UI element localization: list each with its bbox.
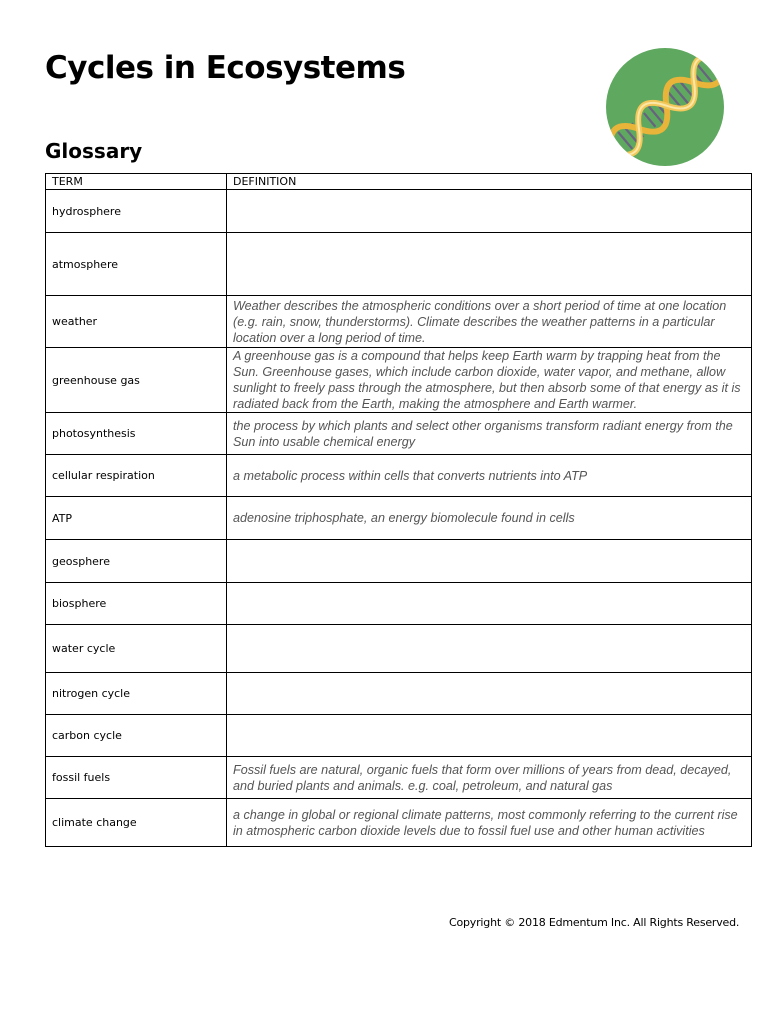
table-row	[46, 497, 752, 540]
definition-cell[interactable]	[227, 673, 752, 715]
definition-column-header: DEFINITION	[227, 174, 752, 190]
table-row	[46, 583, 752, 625]
definition-cell[interactable]: a metabolic process within cells that converts nutrients into ATP	[227, 455, 752, 497]
definition-cell[interactable]: A greenhouse gas is a compound that helps keep Earth warm by trapping heat from the Sun. Greenhouse gases, which include carbon dioxide, water vapor, and methane, allow sunlight to freely pass through the atmosphere, but then absorb some of that energy as it is radiated back from the Earth, making the atmosphere and Earth warmer.	[227, 348, 752, 413]
term-cell: ATP	[46, 497, 227, 540]
term-cell: hydrosphere	[46, 190, 227, 233]
table-row	[46, 455, 752, 497]
term-cell: biosphere	[46, 583, 227, 625]
dna-helix-icon	[605, 46, 725, 168]
table-row	[46, 233, 752, 296]
definition-cell[interactable]: adenosine triphosphate, an energy biomolecule found in cells	[227, 497, 752, 540]
definition-cell[interactable]	[227, 625, 752, 673]
table-header-row	[46, 174, 752, 190]
table-row	[46, 625, 752, 673]
definition-cell[interactable]	[227, 583, 752, 625]
definition-cell[interactable]	[227, 715, 752, 757]
term-cell: carbon cycle	[46, 715, 227, 757]
term-cell: photosynthesis	[46, 413, 227, 455]
copyright-notice: Copyright © 2018 Edmentum Inc. All Rights Reserved.	[449, 916, 740, 929]
table-row	[46, 190, 752, 233]
table-row	[46, 348, 752, 413]
definition-cell[interactable]	[227, 190, 752, 233]
table-row	[46, 799, 752, 847]
term-column-header: TERM	[46, 174, 227, 190]
table-row	[46, 413, 752, 455]
term-cell: geosphere	[46, 540, 227, 583]
table-row	[46, 715, 752, 757]
term-cell: fossil fuels	[46, 757, 227, 799]
term-cell: atmosphere	[46, 233, 227, 296]
table-row	[46, 757, 752, 799]
definition-cell[interactable]: Fossil fuels are natural, organic fuels that form over millions of years from dead, decayed, and buried plants and animals. e.g. coal, petroleum, and natural gas	[227, 757, 752, 799]
definition-cell[interactable]	[227, 233, 752, 296]
table-row	[46, 296, 752, 348]
page-title: Cycles in Ecosystems	[45, 50, 406, 86]
table-row	[46, 673, 752, 715]
term-cell: greenhouse gas	[46, 348, 227, 413]
term-cell: water cycle	[46, 625, 227, 673]
glossary-heading: Glossary	[45, 139, 143, 163]
term-cell: nitrogen cycle	[46, 673, 227, 715]
term-cell: weather	[46, 296, 227, 348]
definition-cell[interactable]	[227, 540, 752, 583]
definition-cell[interactable]: a change in global or regional climate patterns, most commonly referring to the current rise in atmospheric carbon dioxide levels due to fossil fuel use and other human activities	[227, 799, 752, 847]
definition-cell[interactable]: Weather describes the atmospheric conditions over a short period of time at one location (e.g. rain, snow, thunderstorms). Climate describes the weather patterns in a particular location over a long period of time.	[227, 296, 752, 348]
definition-cell[interactable]: the process by which plants and select other organisms transform radiant energy from the Sun into usable chemical energy	[227, 413, 752, 455]
glossary-table	[45, 173, 752, 847]
term-cell: climate change	[46, 799, 227, 847]
table-row	[46, 540, 752, 583]
term-cell: cellular respiration	[46, 455, 227, 497]
